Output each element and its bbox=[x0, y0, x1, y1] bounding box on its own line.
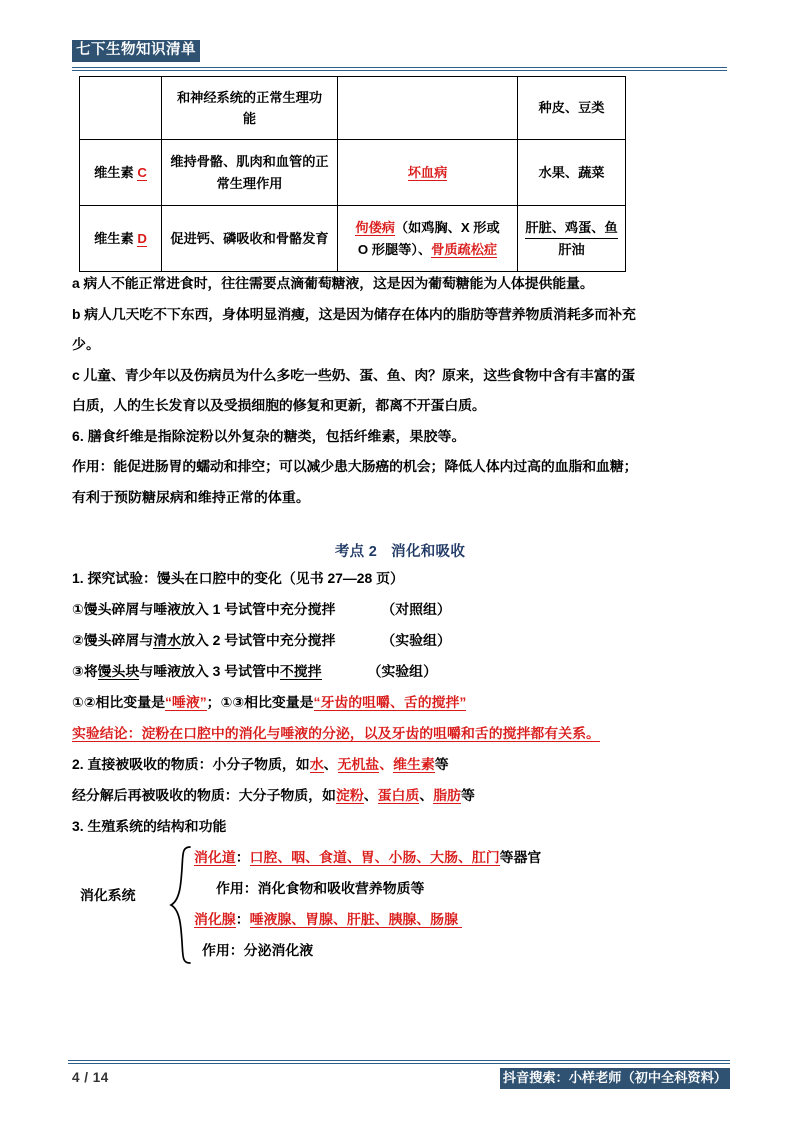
body-line-a: a 病人不能正常进食时，往往需要点滴葡萄糖液，这是因为葡萄糖能为人体提供能量。 bbox=[72, 275, 594, 291]
variable-red-2: “牙齿的咀嚼、舌的搅拌” bbox=[313, 694, 467, 710]
diagram-row-gland-role: 作用：分泌消化液 bbox=[202, 942, 314, 958]
experiment-block bbox=[72, 563, 752, 842]
function-line-2: 能 bbox=[242, 111, 257, 126]
gland-sep: ： bbox=[235, 911, 250, 927]
cell-vitamin-name bbox=[80, 77, 162, 140]
step-3-underlined-2: 不搅拌 bbox=[279, 663, 322, 679]
tract-tail: 等器官 bbox=[499, 849, 542, 865]
cell-source: 种皮、豆类 bbox=[518, 77, 626, 140]
curly-brace-icon bbox=[168, 844, 194, 966]
absorption-post-2: 等 bbox=[461, 787, 475, 803]
table-row bbox=[80, 77, 626, 140]
body-line-b-cont: 少。 bbox=[72, 336, 100, 352]
vitamin-table bbox=[79, 76, 626, 272]
gland-items: 唾液腺、胃腺、肝脏、胰腺、肠腺 bbox=[249, 911, 458, 927]
cell-function bbox=[162, 77, 338, 140]
deficiency-detail: （如鸡胸、X 形或 bbox=[394, 220, 500, 236]
digestive-system-diagram bbox=[72, 840, 752, 970]
header-divider bbox=[72, 67, 727, 71]
step-2-post: 放入 2 号试管中充分搅拌 bbox=[181, 632, 336, 648]
section-heading bbox=[0, 540, 800, 561]
cell-vitamin-name bbox=[80, 206, 162, 272]
experiment-step-1 bbox=[72, 594, 752, 625]
experiment-conclusion bbox=[72, 718, 752, 749]
body-line-6-effect: 作用：能促进肠胃的蠕动和排空；可以减少患大肠癌的机会；降低人体内过高的血脂和血糖； bbox=[72, 458, 638, 474]
cell-function bbox=[162, 206, 338, 272]
conclusion-text: 实验结论：淀粉在口腔中的消化与唾液的分泌，以及牙齿的咀嚼和舌的搅拌都有关系。 bbox=[72, 725, 600, 741]
tract-organs: 口腔、咽、食道、胃、小肠、大肠、肛门 bbox=[249, 849, 500, 865]
deficiency-detail-2: O 形腿等）、 bbox=[357, 241, 432, 257]
step-3-mid: 与唾液放入 3 号试管中 bbox=[139, 663, 280, 679]
absorption-item-protein: 蛋白质 bbox=[377, 787, 420, 803]
experiment-variable-line bbox=[72, 687, 752, 718]
body-line-c: c 儿童、青少年以及伤病员为什么多吃一些奶、蛋、鱼、肉？原来，这些食物中含有丰富的蛋 bbox=[72, 366, 636, 383]
source-line-2: 肝油 bbox=[558, 242, 585, 257]
absorption-item-fat: 脂肪 bbox=[433, 787, 462, 803]
absorption-pre-2: 经分解后再被吸收的物质：大分子物质，如 bbox=[72, 787, 336, 803]
step-3-group: （实验组） bbox=[367, 663, 437, 679]
function-line-2: 常生理作用 bbox=[216, 175, 283, 191]
variable-part-2: ；①③相比变量是 bbox=[206, 694, 314, 710]
tract-sep: ： bbox=[235, 849, 250, 865]
tract-title: 消化道 bbox=[194, 849, 236, 865]
vitamin-letter: D bbox=[137, 230, 147, 246]
absorption-line-1 bbox=[72, 749, 752, 780]
deficiency-keyword: 佝偻病 bbox=[355, 220, 395, 236]
body-line-6: 6. 膳食纤维是指除淀粉以外复杂的糖类，包括纤维素，果胶等。 bbox=[72, 427, 466, 444]
source-line-1: 肝脏、鸡蛋、鱼 bbox=[525, 217, 617, 239]
step-1-text: ①馒头碎屑与唾液放入 1 号试管中充分搅拌 bbox=[72, 601, 336, 617]
kaodian-title: 消化和吸收 bbox=[391, 544, 466, 560]
absorption-item-water: 水 bbox=[309, 756, 324, 772]
deficiency-line-1 bbox=[341, 217, 514, 238]
body-line-b: b 病人几天吃不下东西，身体明显消瘦，这是因为储存在体内的脂肪等营养物质消耗多而补充 bbox=[72, 305, 636, 322]
absorption-line-2 bbox=[72, 780, 752, 811]
table-row bbox=[80, 140, 626, 206]
body-text-block bbox=[72, 268, 732, 512]
diagram-rows bbox=[194, 842, 754, 966]
cell-function bbox=[162, 140, 338, 206]
function-line-1: 促进钙、磷吸收和骨骼发育 bbox=[170, 230, 329, 246]
cell-deficiency bbox=[338, 77, 518, 140]
header-title-banner: 七下生物知识清单 bbox=[72, 40, 200, 62]
body-line-c-cont: 白质，人的生长发育以及受损细胞的修复和更新，都离不开蛋白质。 bbox=[72, 397, 486, 413]
variable-part-1: ①②相比变量是 bbox=[72, 694, 165, 710]
diagram-row-tract-role: 作用：消化食物和吸收营养物质等 bbox=[216, 880, 425, 896]
cell-deficiency bbox=[338, 140, 518, 206]
sep: 、 bbox=[323, 756, 338, 772]
absorption-pre-1: 2. 直接被吸收的物质：小分子物质，如 bbox=[72, 756, 310, 772]
variable-red-1: “唾液” bbox=[164, 694, 207, 710]
vitamin-name-prefix: 维生素 bbox=[94, 164, 138, 180]
step-1-group: （对照组） bbox=[381, 601, 451, 617]
experiment-step-2 bbox=[72, 625, 752, 656]
step-2-group: （实验组） bbox=[381, 632, 451, 648]
footer-divider bbox=[68, 1060, 730, 1064]
page-number: 4 / 14 bbox=[72, 1070, 109, 1085]
experiment-title: 1. 探究试验：馒头在口腔中的变化（见书 27—28 页） bbox=[72, 570, 404, 586]
cell-deficiency bbox=[338, 206, 518, 272]
step-3-underlined: 馒头块 bbox=[97, 663, 140, 679]
step-2-pre: ②馒头碎屑与 bbox=[72, 632, 154, 648]
kaodian-label: 考点 2 bbox=[334, 544, 378, 560]
gland-title: 消化腺 bbox=[194, 911, 236, 927]
function-line-1: 维持骨骼、肌肉和血管的正 bbox=[170, 154, 329, 170]
diagram-row-digestive-tract bbox=[194, 842, 754, 873]
absorption-item-starch: 淀粉 bbox=[335, 787, 364, 803]
step-3-pre: ③将 bbox=[72, 663, 98, 679]
sep: 、 bbox=[379, 756, 394, 772]
absorption-line-3: 3. 生殖系统的结构和功能 bbox=[72, 818, 227, 834]
gland-tail bbox=[458, 911, 462, 928]
absorption-item-vitamins: 维生素 bbox=[393, 756, 435, 772]
sep: 、 bbox=[419, 787, 434, 803]
diagram-label: 消化系统 bbox=[80, 887, 136, 903]
function-line-1: 和神经系统的正常生理功 bbox=[176, 89, 323, 105]
experiment-step-3 bbox=[72, 656, 752, 687]
cell-source: 水果、蔬菜 bbox=[518, 140, 626, 206]
sep: 、 bbox=[363, 787, 378, 803]
deficiency-keyword-2: 骨质疏松症 bbox=[431, 241, 498, 257]
table-row bbox=[80, 206, 626, 272]
deficiency-text: 坏血病 bbox=[407, 164, 448, 180]
absorption-item-minerals: 无机盐 bbox=[337, 756, 380, 772]
cell-vitamin-name bbox=[80, 140, 162, 206]
vitamin-name-prefix: 维生素 bbox=[94, 230, 138, 246]
step-2-underlined: 清水 bbox=[153, 632, 182, 648]
deficiency-line-2 bbox=[341, 239, 514, 260]
cell-source bbox=[518, 206, 626, 272]
footer-watermark-banner: 抖音搜索：小样老师（初中全科资料） bbox=[500, 1068, 730, 1089]
absorption-post-1: 等 bbox=[434, 756, 449, 772]
diagram-row-digestive-glands bbox=[194, 904, 754, 935]
body-line-6-effect-cont: 有利于预防糖尿病和维持正常的体重。 bbox=[72, 488, 310, 505]
vitamin-letter: C bbox=[137, 164, 147, 180]
